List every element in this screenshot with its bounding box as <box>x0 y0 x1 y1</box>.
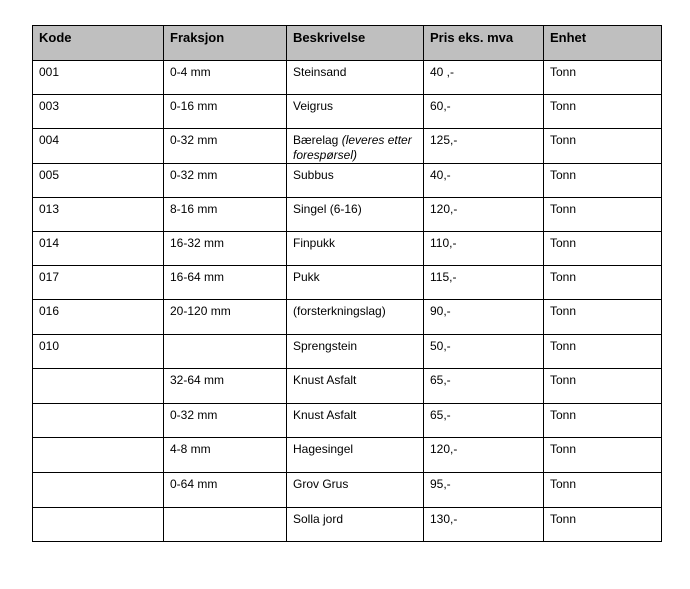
cell-fraksjon-text: 0-64 mm <box>170 477 218 491</box>
table-row <box>33 61 662 95</box>
cell-beskrivelse <box>287 369 424 404</box>
cell-beskrivelse-text: (forsterkningslag) <box>293 304 386 318</box>
header-beskrivelse: Beskrivelse <box>287 26 424 61</box>
table-row <box>33 369 662 404</box>
cell-fraksjon <box>164 300 287 335</box>
cell-kode <box>33 95 164 129</box>
table-row <box>33 300 662 335</box>
cell-pris-text: 65,- <box>430 373 451 387</box>
cell-fraksjon-text: 20-120 mm <box>170 304 231 318</box>
cell-beskrivelse <box>287 232 424 266</box>
cell-fraksjon <box>164 335 287 369</box>
cell-pris-text: 110,- <box>430 236 457 250</box>
cell-fraksjon <box>164 129 287 164</box>
cell-kode <box>33 438 164 473</box>
cell-fraksjon <box>164 266 287 300</box>
cell-enhet <box>544 404 662 438</box>
cell-enhet-text: Tonn <box>550 512 577 526</box>
cell-beskrivelse-text: Subbus <box>293 168 334 182</box>
cell-beskrivelse-text: Solla jord <box>293 512 344 526</box>
cell-kode <box>33 61 164 95</box>
cell-kode <box>33 369 164 404</box>
cell-enhet <box>544 266 662 300</box>
cell-kode-text: 004 <box>39 133 60 147</box>
cell-enhet <box>544 95 662 129</box>
cell-pris <box>424 61 544 95</box>
cell-beskrivelse <box>287 335 424 369</box>
cell-pris-text: 60,- <box>430 99 451 113</box>
cell-pris-text: 90,- <box>430 304 451 318</box>
cell-enhet <box>544 300 662 335</box>
cell-enhet-text: Tonn <box>550 408 577 422</box>
header-pris: Pris eks. mva <box>424 26 544 61</box>
cell-beskrivelse-text: Bærelag <box>293 133 339 147</box>
cell-pris <box>424 438 544 473</box>
cell-fraksjon <box>164 404 287 438</box>
cell-pris-text: 125,- <box>430 133 458 147</box>
table-row <box>33 266 662 300</box>
table-row <box>33 404 662 438</box>
cell-pris <box>424 95 544 129</box>
cell-kode-text: 016 <box>39 304 60 318</box>
cell-fraksjon-text: 16-32 mm <box>170 236 225 250</box>
cell-kode <box>33 232 164 266</box>
cell-pris <box>424 404 544 438</box>
header-fraksjon: Fraksjon <box>164 26 287 61</box>
cell-beskrivelse <box>287 198 424 232</box>
header-kode: Kode <box>33 26 164 61</box>
cell-enhet-text: Tonn <box>550 304 577 318</box>
cell-beskrivelse-text: Hagesingel <box>293 442 354 456</box>
cell-enhet <box>544 61 662 95</box>
cell-beskrivelse <box>287 95 424 129</box>
table-row <box>33 232 662 266</box>
cell-enhet-text: Tonn <box>550 477 577 491</box>
cell-enhet-text: Tonn <box>550 373 577 387</box>
cell-pris-text: 120,- <box>430 442 458 456</box>
price-table <box>32 25 662 542</box>
cell-fraksjon <box>164 198 287 232</box>
cell-beskrivelse-text: Sprengstein <box>293 339 358 353</box>
cell-pris <box>424 232 544 266</box>
cell-enhet-text: Tonn <box>550 65 577 79</box>
cell-beskrivelse <box>287 473 424 508</box>
cell-pris <box>424 129 544 164</box>
cell-pris <box>424 198 544 232</box>
cell-fraksjon-text: 16-64 mm <box>170 270 225 284</box>
cell-beskrivelse <box>287 438 424 473</box>
cell-kode <box>33 508 164 542</box>
cell-fraksjon-text: 0-32 mm <box>170 168 218 182</box>
cell-enhet <box>544 335 662 369</box>
cell-enhet-text: Tonn <box>550 339 577 353</box>
cell-pris <box>424 508 544 542</box>
cell-pris-text: 95,- <box>430 477 451 491</box>
cell-beskrivelse <box>287 164 424 198</box>
cell-beskrivelse-text: Singel (6-16) <box>293 202 362 216</box>
cell-kode-text: 013 <box>39 202 60 216</box>
cell-kode-text: 003 <box>39 99 60 113</box>
cell-pris-text: 65,- <box>430 408 451 422</box>
cell-beskrivelse-text: Veigrus <box>293 99 334 113</box>
cell-kode <box>33 473 164 508</box>
cell-beskrivelse <box>287 300 424 335</box>
cell-kode <box>33 266 164 300</box>
cell-pris <box>424 300 544 335</box>
cell-beskrivelse-text: Pukk <box>293 270 320 284</box>
cell-kode <box>33 404 164 438</box>
header-enhet: Enhet <box>544 26 662 61</box>
cell-fraksjon-text: 0-4 mm <box>170 65 211 79</box>
cell-fraksjon-text: 0-32 mm <box>170 133 218 147</box>
table-body <box>33 61 662 542</box>
cell-enhet <box>544 129 662 164</box>
cell-pris <box>424 266 544 300</box>
cell-enhet-text: Tonn <box>550 202 577 216</box>
cell-beskrivelse <box>287 508 424 542</box>
cell-enhet <box>544 508 662 542</box>
cell-beskrivelse-text: Knust Asfalt <box>293 373 357 387</box>
cell-beskrivelse-text: Steinsand <box>293 65 347 79</box>
cell-enhet-text: Tonn <box>550 133 577 147</box>
cell-pris-text: 115,- <box>430 270 457 284</box>
cell-enhet <box>544 232 662 266</box>
cell-fraksjon <box>164 369 287 404</box>
cell-kode-text: 001 <box>39 65 60 79</box>
cell-fraksjon-text: 0-16 mm <box>170 99 218 113</box>
cell-enhet-text: Tonn <box>550 168 577 182</box>
cell-enhet-text: Tonn <box>550 236 577 250</box>
cell-kode <box>33 129 164 164</box>
table-row <box>33 164 662 198</box>
cell-kode <box>33 198 164 232</box>
cell-fraksjon <box>164 164 287 198</box>
cell-enhet <box>544 164 662 198</box>
cell-kode-text: 010 <box>39 339 60 353</box>
cell-pris <box>424 164 544 198</box>
cell-beskrivelse-note: (leveres etter forespørsel) <box>293 133 412 162</box>
table-row <box>33 438 662 473</box>
cell-beskrivelse-text: Knust Asfalt <box>293 408 357 422</box>
cell-kode <box>33 164 164 198</box>
cell-fraksjon <box>164 61 287 95</box>
table-row <box>33 198 662 232</box>
cell-kode <box>33 300 164 335</box>
cell-enhet <box>544 369 662 404</box>
table-row <box>33 335 662 369</box>
cell-kode-text: 005 <box>39 168 60 182</box>
cell-fraksjon <box>164 95 287 129</box>
cell-fraksjon-text: 0-32 mm <box>170 408 218 422</box>
cell-enhet <box>544 473 662 508</box>
cell-pris-text: 130,- <box>430 512 458 526</box>
cell-pris-text: 40,- <box>430 168 451 182</box>
cell-pris <box>424 369 544 404</box>
cell-kode-text: 017 <box>39 270 60 284</box>
cell-fraksjon <box>164 438 287 473</box>
table-header-row <box>33 26 662 61</box>
cell-beskrivelse-text: Finpukk <box>293 236 336 250</box>
cell-pris-text: 40 ,- <box>430 65 455 79</box>
cell-enhet-text: Tonn <box>550 99 577 113</box>
cell-fraksjon-text: 8-16 mm <box>170 202 218 216</box>
table-row <box>33 473 662 508</box>
cell-enhet-text: Tonn <box>550 270 577 284</box>
table-row <box>33 95 662 129</box>
cell-pris-text: 120,- <box>430 202 458 216</box>
cell-kode <box>33 335 164 369</box>
cell-kode-text: 014 <box>39 236 60 250</box>
cell-beskrivelse <box>287 266 424 300</box>
cell-fraksjon-text: 32-64 mm <box>170 373 225 387</box>
cell-beskrivelse <box>287 61 424 95</box>
cell-fraksjon <box>164 508 287 542</box>
cell-pris <box>424 335 544 369</box>
cell-fraksjon-text: 4-8 mm <box>170 442 211 456</box>
cell-enhet <box>544 198 662 232</box>
cell-enhet-text: Tonn <box>550 442 577 456</box>
cell-beskrivelse <box>287 404 424 438</box>
table-row <box>33 508 662 542</box>
cell-beskrivelse <box>287 129 424 164</box>
cell-fraksjon <box>164 232 287 266</box>
table-row <box>33 129 662 164</box>
cell-beskrivelse-text: Grov Grus <box>293 477 349 491</box>
cell-fraksjon <box>164 473 287 508</box>
cell-enhet <box>544 438 662 473</box>
cell-pris-text: 50,- <box>430 339 451 353</box>
cell-pris <box>424 473 544 508</box>
